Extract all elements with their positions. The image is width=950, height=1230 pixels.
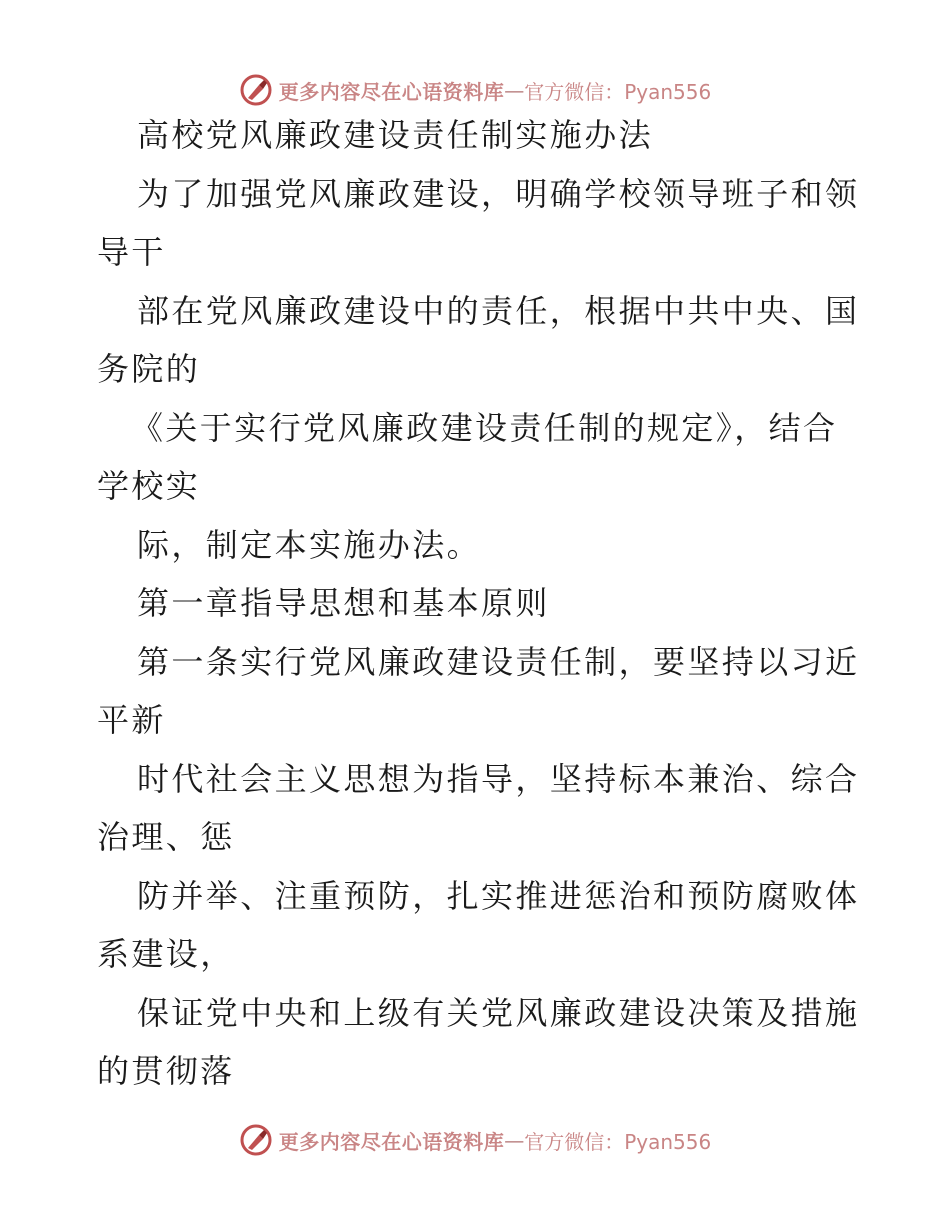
paragraph-line: 际，制定本实施办法。: [137, 525, 482, 564]
paragraph-line: 部在党风廉政建设中的责任，根据中共中央、国: [137, 291, 860, 330]
watermark-separator: —: [504, 78, 525, 102]
paragraph-line: 的贯彻落: [97, 1052, 235, 1090]
paragraph-line: 时代社会主义思想为指导，坚持标本兼治、综合: [137, 759, 860, 798]
paragraph-line: 第一条实行党风廉政建设责任制，要坚持以习近: [137, 642, 860, 681]
watermark-main-text: 更多内容尽在心语资料库: [278, 79, 505, 104]
paragraph-line: 系建设，: [97, 935, 235, 973]
paragraph-line: 保证党中央和上级有关党风廉政建设决策及措施: [137, 993, 860, 1032]
paragraph-line: 防并举、注重预防，扎实推进惩治和预防腐败体: [137, 876, 860, 915]
watermark-main-text: 更多内容尽在心语资料库: [278, 1129, 505, 1154]
footer-watermark: [0, 1120, 950, 1160]
header-watermark: [0, 70, 950, 110]
watermark-wechat-text: 官方微信：Pyan556: [524, 1129, 712, 1154]
paragraph-line: 治理、惩: [97, 818, 235, 856]
pen-nib-logo-icon: [239, 73, 273, 107]
watermark-wechat-text: 官方微信：Pyan556: [524, 79, 712, 104]
pen-nib-logo-icon: [239, 1123, 273, 1157]
paragraph-line: 《关于实行党风廉政建设责任制的规定》，结合: [131, 408, 838, 447]
chapter-heading: 第一章指导思想和基本原则: [137, 584, 550, 622]
paragraph-line: 为了加强党风廉政建设，明确学校领导班子和领: [137, 174, 860, 213]
document-title: 高校党风廉政建设责任制实施办法: [137, 116, 654, 154]
paragraph-line: 导干: [97, 233, 166, 271]
watermark-separator: —: [504, 1128, 525, 1152]
document-body: [97, 116, 860, 1115]
paragraph-line: 务院的: [97, 350, 201, 388]
paragraph-line: 平新: [97, 701, 166, 739]
paragraph-line: 学校实: [97, 467, 201, 505]
